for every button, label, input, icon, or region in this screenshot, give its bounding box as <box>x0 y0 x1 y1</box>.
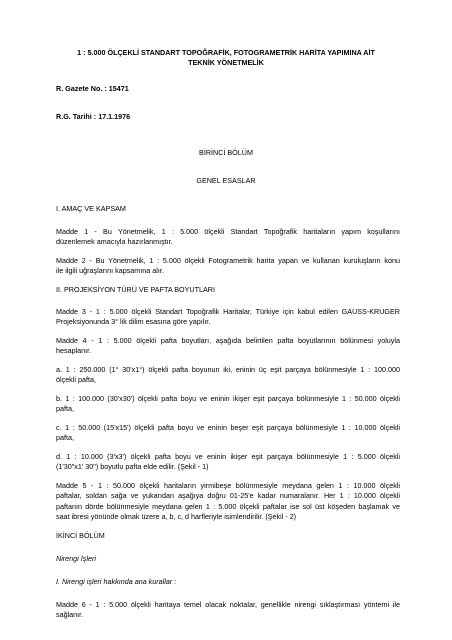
article-3-line-2: Projeksiyonunda 3° lik dilim esasına göre yapılır. <box>56 317 211 327</box>
article-6-line-1: Madde 6 - 1 : 5.000 ölçekli haritaya temel olacak noktalar, genellikle nirengi sıklaştırması yöntemi ile <box>56 600 400 609</box>
triangulation-works-heading: Nirengi İşleri <box>56 554 96 563</box>
article-5-line-1: Madde 5 - 1 : 50.000 ölçekli haritaların yirmibeşe bölünmesiyle meydana gelen 1 : 10.000 ölçekli <box>56 481 400 490</box>
article-1-line-1: Madde 1 - Bu Yönetmelik, 1 : 5.000 ölçekli Standart Topoğrafik haritaların yapım koşullarını <box>56 227 400 236</box>
article-5-line-3: paftanın dörde bölünmesiyle meydana gelen 1 : 5.000 ölçekli paftalar ise sol üst köşeden başlamak ve <box>56 501 400 511</box>
item-a-line-1: a. 1 : 250.000 (1° 30'x1°) ölçekli pafta boyunun iki, eninin üç eşit parçaya bölünmesiyle 1 : 100.000 <box>56 365 400 374</box>
article-5-line-2: paftalar, soldan sağa ve yukarıdan aşağıya doğru 01-25'e kadar numaralanır. Her 1 : 10.000 ölçekli <box>56 491 400 501</box>
item-a-line-2: ölçekli pafta, <box>56 375 96 385</box>
item-c-line-1: c. 1 : 50.000 (15'x15') ölçekli pafta boyu ve eninin beşer eşit parçaya bölünmesiyle 1 : 10.000 ölçekli <box>56 423 400 432</box>
document-title-line-2: TEKNİK YÖNETMELİK <box>188 58 264 67</box>
article-3-paragraph <box>56 307 400 328</box>
item-c-line-2: pafta, <box>56 433 74 443</box>
document-title-line-1: 1 : 5.000 ÖLÇEKLİ STANDART TOPOĞRAFİK, FOTOGRAMETRİK HARİTA YAPIMINA AİT <box>77 48 375 57</box>
item-b-line-2: pafta, <box>56 404 74 414</box>
article-2-paragraph <box>56 256 400 277</box>
article-1-line-2: düzenlemek amacıyla hazırlanmıştır. <box>56 237 173 247</box>
article-5-line-4: saat ibresi yönünde olmak üzere a, b, c, d harfleriyle isimlendirilir. (Şekil - 2) <box>56 512 297 522</box>
gazete-number: R. Gazete No. : 15471 <box>56 84 129 93</box>
item-d-line-2: (1'30"x1' 30") boyutlu pafta elde edilir. (Şekil - 1) <box>56 462 209 472</box>
article-3-line-1: Madde 3 - 1 : 5.000 ölçekli Standart Topoğrafik Haritalar, Türkiye için kabul edilen GAUSS-KRUGER <box>56 307 400 316</box>
item-d-line-1: d. 1 : 10.000 (3'x3') ölçekli pafta boyu ve eninin ikişer eşit parçaya bölünmesiyle 1 : 5.000 ölçekli <box>56 452 400 461</box>
general-principles-heading: GENEL ESASLAR <box>196 176 256 185</box>
chapter-two-heading: İKİNCİ BÖLÜM <box>56 531 105 540</box>
article-1-paragraph <box>56 227 400 248</box>
article-6-line-2: sağlanır. <box>56 610 84 620</box>
item-a-paragraph <box>56 365 400 386</box>
triangulation-rules-heading: I. Nirengi işleri hakkında ana kurallar : <box>56 577 177 586</box>
projection-heading: II. PROJEKSİYON TÜRÜ VE PAFTA BOYUTLARI <box>56 285 215 294</box>
article-2-line-2: ile ilgili uğraşlarını kapsamına alır. <box>56 266 164 276</box>
item-c-paragraph <box>56 423 400 444</box>
article-4-line-2: hesaplanır. <box>56 346 92 356</box>
article-5-paragraph <box>56 481 400 523</box>
article-2-line-1: Madde 2 - Bu Yönetmelik, 1 : 5.000 ölçekli Fotogrametrik harita yapan ve kullanan kuruluşların konu <box>56 256 400 265</box>
item-d-paragraph <box>56 452 400 473</box>
gazete-date: R.G. Tarihi : 17.1.1976 <box>56 112 131 121</box>
chapter-one-heading: BİRİNCİ BÖLÜM <box>199 148 253 157</box>
item-b-paragraph <box>56 394 400 415</box>
item-b-line-1: b. 1 : 100.000 (30'x30') ölçekli pafta boyu ve eninin ikişer eşit parçaya bölünmesiyle 1 : 50.000 ölçekli <box>56 394 400 403</box>
purpose-scope-heading: I. AMAÇ VE KAPSAM <box>56 204 126 213</box>
article-4-line-1: Madde 4 - 1 : 5.000 ölçekli pafta boyutları, aşağıda belirtilen pafta boyutlarının bölünmesi yoluyla <box>56 336 400 345</box>
article-4-paragraph <box>56 336 400 357</box>
article-6-paragraph <box>56 600 400 621</box>
